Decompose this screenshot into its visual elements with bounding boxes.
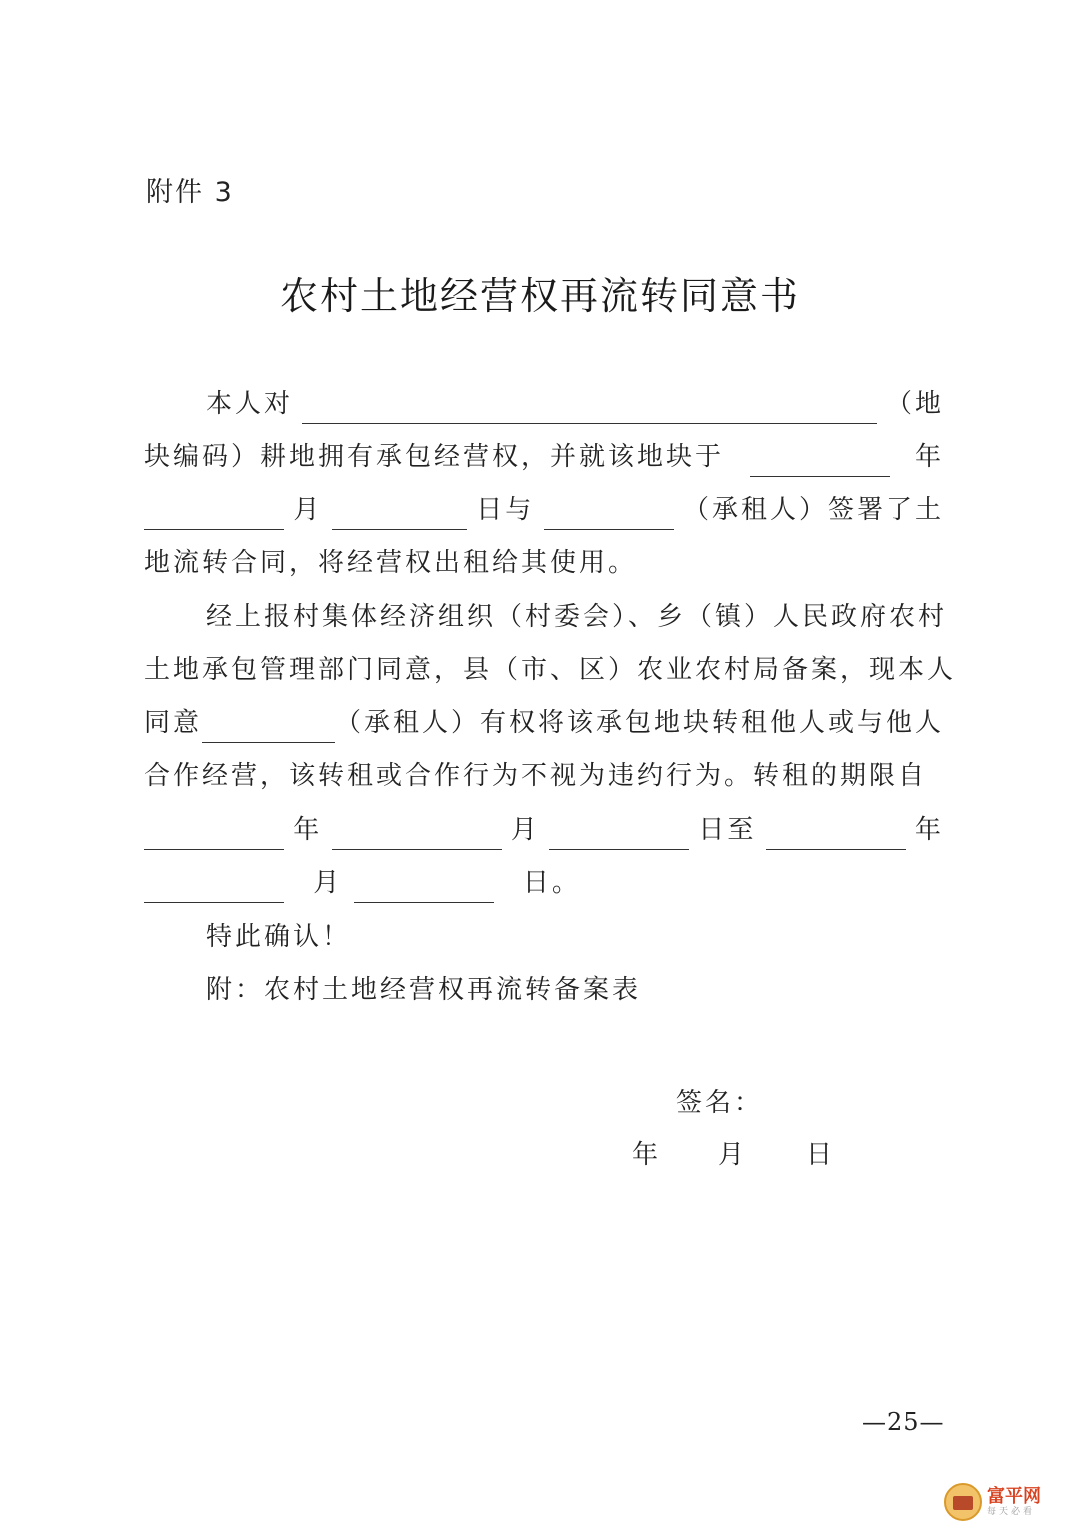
para2-line6-day: 日。 [522,868,581,898]
contract-month-blank[interactable] [144,501,284,530]
para1-line1-end: （地 [885,389,944,419]
para2-line5-year: 年 [293,815,323,845]
para2-line5-dayto: 日至 [698,815,757,845]
para1-line3-end: （承租人）签署了土 [682,495,944,525]
start-month-blank[interactable] [332,821,502,850]
para1-line2-end: 年 [914,442,944,472]
para2-line6 [144,863,944,903]
para1-line3-month: 月 [293,495,323,525]
page-number: —25— [862,1408,945,1436]
para1-line4: 地流转合同，将经营权出租给其使用。 [144,548,638,578]
para2-line3-start: 同意 [144,708,203,738]
appendix-text: 附：农村土地经营权再流转备案表 [206,975,642,1005]
lessee-name-blank[interactable] [202,714,335,743]
para2-line4: 合作经营，该转租或合作行为不视为违约行为。转租的期限自 [144,761,928,791]
lessee-blank[interactable] [544,501,674,530]
watermark-name: 富平网 [987,1485,1041,1507]
para2-line3 [144,703,944,743]
para2-line5-month: 月 [510,815,540,845]
para2-line3-end: （承租人）有权将该承包地块转租他人或与他人 [334,708,944,738]
signature-month: 月 [718,1140,748,1170]
start-year-blank[interactable] [144,821,284,850]
contract-year-blank[interactable] [750,448,890,477]
para1-line3 [144,490,944,530]
plot-code-blank[interactable] [302,395,877,424]
signature-label: 签名： [676,1088,764,1118]
signature-year: 年 [632,1140,662,1170]
end-year-blank[interactable] [766,821,906,850]
para1-line2 [144,437,944,477]
para1-line2-start: 块编码）耕地拥有承包经营权，并就该地块于 [144,442,725,472]
watermark-sub: 每天必看 [987,1506,1036,1517]
para1-line1-start: 本人对 [206,389,294,419]
start-day-blank[interactable] [549,821,689,850]
para2-line2: 土地承包管理部门同意，县（市、区）农业农村局备案，现本人 [144,655,957,685]
contract-day-blank[interactable] [332,501,467,530]
para1-line1 [206,384,944,424]
watermark-logo [944,1482,1064,1522]
end-day-blank[interactable] [354,874,494,903]
para2-line6-month: 月 [313,868,343,898]
attachment-label: 附件 3 [146,177,234,208]
para2-line5 [144,810,944,850]
end-month-blank[interactable] [144,874,284,903]
confirm-text: 特此确认！ [206,922,352,952]
site-logo-icon [944,1483,982,1521]
document-title: 农村土地经营权再流转同意书 [279,274,800,318]
para2-line5-year2: 年 [914,815,944,845]
para1-line3-day: 日与 [476,495,535,525]
para2-line1: 经上报村集体经济组织（村委会）、乡（镇）人民政府农村 [206,602,948,632]
signature-day: 日 [806,1140,836,1170]
